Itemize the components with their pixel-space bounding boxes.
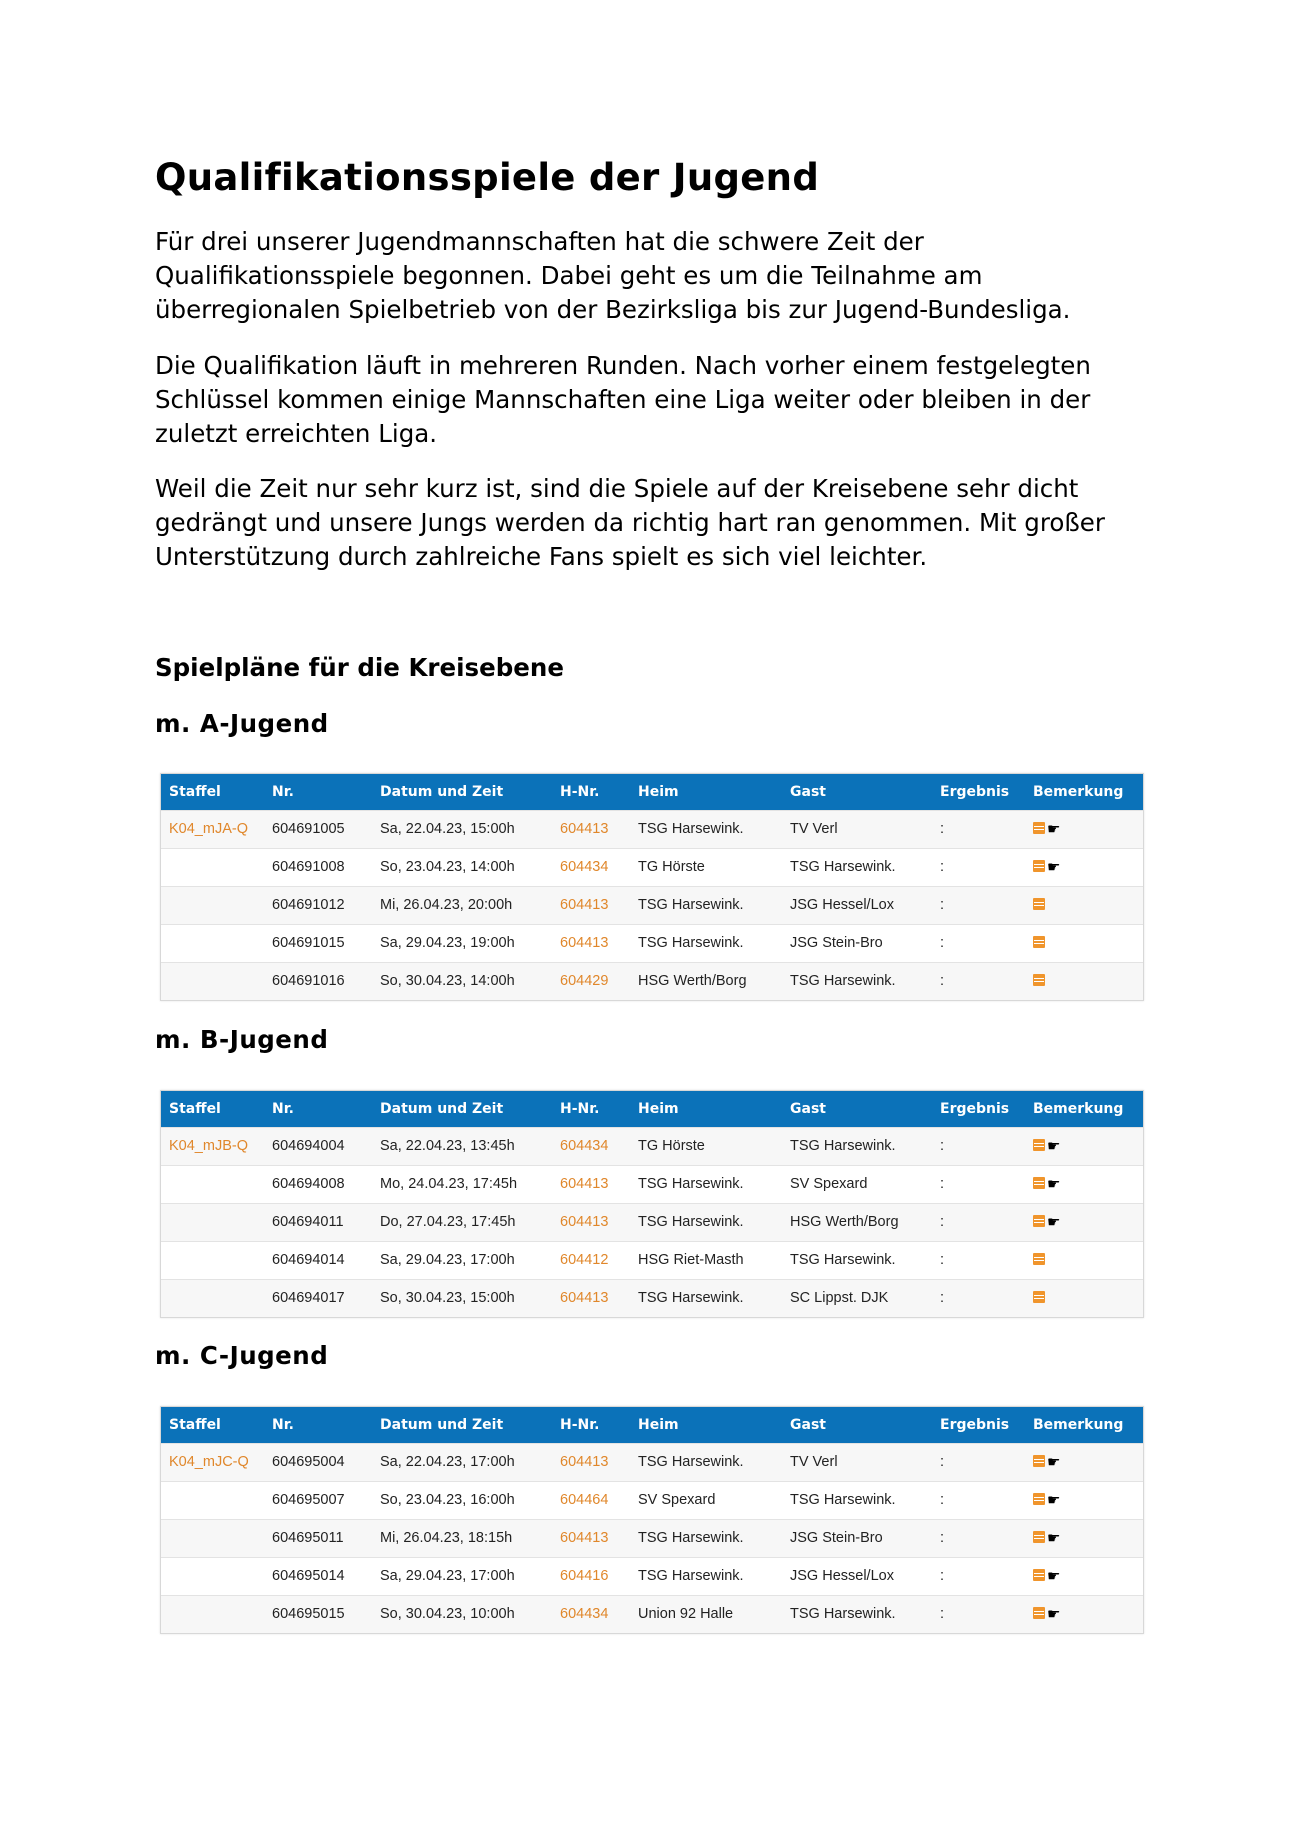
pointing-hand-icon[interactable]: ☛: [1047, 1492, 1061, 1509]
game-number-cell: [264, 1595, 372, 1633]
home-team: TG Hörste: [638, 859, 705, 875]
schedule-table: [161, 1407, 1143, 1633]
home-team-cell: [630, 1203, 782, 1241]
staffel-link[interactable]: K04_mJC-Q: [169, 1454, 249, 1470]
column-header-staffel[interactable]: Staffel: [169, 1100, 221, 1117]
table-row: [161, 1481, 1143, 1519]
guest-team: SC Lippst. DJK: [790, 1290, 889, 1306]
home-team-cell: [630, 1481, 782, 1519]
guest-team: JSG Stein-Bro: [790, 935, 883, 951]
game-number-cell: [264, 810, 372, 848]
table-row: [161, 1557, 1143, 1595]
game-number: 604694004: [272, 1138, 345, 1154]
result: :: [940, 1454, 945, 1470]
result-cell: [932, 1557, 1025, 1595]
staffel-link-cell: [161, 1557, 264, 1595]
game-date-cell: [372, 1279, 552, 1317]
game-number: 604691008: [272, 859, 345, 875]
hall-number-link-cell: [552, 1203, 630, 1241]
calendar-icon[interactable]: [1033, 822, 1045, 834]
hall-number-link-cell: [552, 1443, 630, 1481]
remark-cell: [1025, 886, 1143, 924]
result-cell: [932, 1203, 1025, 1241]
home-team-cell: [630, 1557, 782, 1595]
table-header-row: [161, 1407, 1143, 1443]
home-team-cell: [630, 1165, 782, 1203]
pointing-hand-icon[interactable]: ☛: [1047, 1454, 1061, 1471]
home-team: TSG Harsewink.: [638, 821, 744, 837]
table-row: [161, 1595, 1143, 1633]
table-row: [161, 886, 1143, 924]
guest-team-cell: [782, 962, 932, 1000]
game-date: Mo, 24.04.23, 17:45h: [380, 1176, 518, 1192]
remark-cell: [1025, 1127, 1143, 1165]
game-date-cell: [372, 1165, 552, 1203]
game-number: 604695007: [272, 1492, 345, 1508]
table-row: [161, 1279, 1143, 1317]
game-number-cell: [264, 1165, 372, 1203]
guest-team-cell: [782, 924, 932, 962]
staffel-link-cell: [161, 1127, 264, 1165]
game-number-cell: [264, 886, 372, 924]
home-team: HSG Riet-Masth: [638, 1252, 744, 1268]
game-number: 604695014: [272, 1568, 345, 1584]
remark-cell: [1025, 1279, 1143, 1317]
staffel-link-cell: [161, 1241, 264, 1279]
result: :: [940, 1606, 945, 1622]
home-team-cell: [630, 1595, 782, 1633]
hall-number-link-cell: [552, 810, 630, 848]
result-cell: [932, 1481, 1025, 1519]
result-cell: [932, 1279, 1025, 1317]
game-date: So, 30.04.23, 14:00h: [380, 973, 515, 989]
hall-number-link[interactable]: 604434: [560, 1606, 609, 1622]
game-date-cell: [372, 810, 552, 848]
game-number: 604694011: [272, 1214, 344, 1230]
guest-team-cell: [782, 886, 932, 924]
game-date: Sa, 29.04.23, 19:00h: [380, 935, 515, 951]
result: :: [940, 1214, 945, 1230]
guest-team-cell: [782, 1481, 932, 1519]
guest-team: TSG Harsewink.: [790, 973, 896, 989]
home-team-cell: [630, 924, 782, 962]
game-date-cell: [372, 1203, 552, 1241]
game-date: Sa, 22.04.23, 13:45h: [380, 1138, 515, 1154]
schedule-table-b: [160, 1090, 1144, 1318]
game-date-cell: [372, 1127, 552, 1165]
game-date: Do, 27.04.23, 17:45h: [380, 1214, 516, 1230]
game-number-cell: [264, 962, 372, 1000]
table-row: [161, 1127, 1143, 1165]
result: :: [940, 1530, 945, 1546]
staffel-link[interactable]: K04_mJA-Q: [169, 821, 248, 837]
guest-team: TSG Harsewink.: [790, 859, 896, 875]
hall-number-link-cell: [552, 848, 630, 886]
guest-team: TSG Harsewink.: [790, 1138, 896, 1154]
column-header-nr[interactable]: Nr.: [272, 1100, 294, 1117]
hall-number-link[interactable]: 604434: [560, 1138, 609, 1154]
column-header-hnr[interactable]: H-Nr.: [560, 1416, 600, 1433]
guest-team-cell: [782, 1557, 932, 1595]
remark-cell: [1025, 962, 1143, 1000]
table-row: [161, 1203, 1143, 1241]
calendar-icon[interactable]: [1033, 974, 1045, 986]
hall-number-link[interactable]: 604429: [560, 973, 609, 989]
result: :: [940, 1252, 945, 1268]
remark-cell: [1025, 810, 1143, 848]
column-header-staffel[interactable]: Staffel: [169, 1416, 221, 1433]
remark-cell: [1025, 924, 1143, 962]
game-number-cell: [264, 848, 372, 886]
result: :: [940, 821, 945, 837]
game-date: Mi, 26.04.23, 18:15h: [380, 1530, 513, 1546]
home-team-cell: [630, 886, 782, 924]
result-cell: [932, 886, 1025, 924]
staffel-link-cell: [161, 848, 264, 886]
game-number-cell: [264, 1481, 372, 1519]
game-date: Mi, 26.04.23, 20:00h: [380, 897, 513, 913]
home-team-cell: [630, 1241, 782, 1279]
hall-number-link[interactable]: 604413: [560, 1214, 609, 1230]
column-header-ergebnis[interactable]: Ergebnis: [940, 783, 1010, 800]
staffel-link-cell: [161, 1203, 264, 1241]
column-header-heim[interactable]: Heim: [638, 783, 679, 800]
guest-team: TV Verl: [790, 821, 838, 837]
page-title: Qualifikationsspiele der Jugend: [155, 156, 820, 199]
remark-cell: [1025, 1443, 1143, 1481]
result: :: [940, 1568, 945, 1584]
result-cell: [932, 810, 1025, 848]
result-cell: [932, 1241, 1025, 1279]
home-team-cell: [630, 848, 782, 886]
guest-team: JSG Stein-Bro: [790, 1530, 883, 1546]
table-header-row: [161, 774, 1143, 810]
pointing-hand-icon[interactable]: ☛: [1047, 1138, 1061, 1155]
guest-team: JSG Hessel/Lox: [790, 897, 894, 913]
game-date-cell: [372, 962, 552, 1000]
home-team: TG Hörste: [638, 1138, 705, 1154]
calendar-icon[interactable]: [1033, 860, 1045, 872]
game-number-cell: [264, 1203, 372, 1241]
result: :: [940, 859, 945, 875]
column-header-gast[interactable]: Gast: [790, 1416, 826, 1433]
guest-team-cell: [782, 1279, 932, 1317]
hall-number-link-cell: [552, 1165, 630, 1203]
game-date: Sa, 22.04.23, 17:00h: [380, 1454, 515, 1470]
result: :: [940, 1492, 945, 1508]
game-number-cell: [264, 1127, 372, 1165]
column-header-bemerkung[interactable]: Bemerkung: [1033, 783, 1124, 800]
calendar-icon[interactable]: [1033, 1493, 1045, 1505]
game-date: Sa, 29.04.23, 17:00h: [380, 1252, 515, 1268]
staffel-link-cell: [161, 1481, 264, 1519]
calendar-icon[interactable]: [1033, 1139, 1045, 1151]
game-number: 604691012: [272, 897, 345, 913]
schedule-table-a: [160, 773, 1144, 1001]
hall-number-link[interactable]: 604464: [560, 1492, 609, 1508]
guest-team-cell: [782, 810, 932, 848]
calendar-icon[interactable]: [1033, 1253, 1045, 1265]
guest-team-cell: [782, 1203, 932, 1241]
home-team-cell: [630, 1279, 782, 1317]
column-header-nr[interactable]: Nr.: [272, 1416, 294, 1433]
game-number: 604695004: [272, 1454, 345, 1470]
pointing-hand-icon[interactable]: ☛: [1047, 1606, 1061, 1623]
schedule-table: [161, 1091, 1143, 1317]
result-cell: [932, 962, 1025, 1000]
result-cell: [932, 848, 1025, 886]
hall-number-link[interactable]: 604413: [560, 1176, 609, 1192]
staffel-link-cell: [161, 962, 264, 1000]
table-row: [161, 962, 1143, 1000]
staffel-link-cell: [161, 1165, 264, 1203]
pointing-hand-icon[interactable]: ☛: [1047, 859, 1061, 876]
column-header-gast[interactable]: Gast: [790, 1100, 826, 1117]
staffel-link-cell: [161, 924, 264, 962]
column-header-bemerkung[interactable]: Bemerkung: [1033, 1416, 1124, 1433]
staffel-link-cell: [161, 810, 264, 848]
game-number: 604691005: [272, 821, 345, 837]
team-heading-b: m. B-Jugend: [155, 1025, 329, 1054]
game-date-cell: [372, 848, 552, 886]
home-team: Union 92 Halle: [638, 1606, 734, 1622]
guest-team: TSG Harsewink.: [790, 1492, 896, 1508]
result: :: [940, 897, 945, 913]
calendar-icon[interactable]: [1033, 1607, 1045, 1619]
game-number-cell: [264, 924, 372, 962]
game-date-cell: [372, 1519, 552, 1557]
game-date: Sa, 22.04.23, 15:00h: [380, 821, 515, 837]
table-header-row: [161, 1091, 1143, 1127]
home-team: TSG Harsewink.: [638, 1568, 744, 1584]
column-header-staffel[interactable]: Staffel: [169, 783, 221, 800]
calendar-icon[interactable]: [1033, 1177, 1045, 1189]
home-team: TSG Harsewink.: [638, 1176, 744, 1192]
calendar-icon[interactable]: [1033, 1455, 1045, 1467]
guest-team-cell: [782, 1241, 932, 1279]
column-header-datum[interactable]: Datum und Zeit: [380, 1416, 504, 1433]
column-header-ergebnis[interactable]: Ergebnis: [940, 1100, 1010, 1117]
game-date-cell: [372, 886, 552, 924]
table-row: [161, 924, 1143, 962]
game-date: So, 30.04.23, 15:00h: [380, 1290, 515, 1306]
guest-team-cell: [782, 1595, 932, 1633]
staffel-link-cell: [161, 1443, 264, 1481]
result-cell: [932, 1127, 1025, 1165]
table-row: [161, 1241, 1143, 1279]
calendar-icon[interactable]: [1033, 936, 1045, 948]
home-team: TSG Harsewink.: [638, 1290, 744, 1306]
remark-cell: [1025, 1481, 1143, 1519]
game-number-cell: [264, 1557, 372, 1595]
game-number: 604694017: [272, 1290, 345, 1306]
game-date-cell: [372, 1443, 552, 1481]
remark-cell: [1025, 1519, 1143, 1557]
column-header-heim[interactable]: Heim: [638, 1100, 679, 1117]
intro-paragraph: Für drei unserer Jugendmannschaften hat die schwere Zeit der Qualifikationsspiele begonnen. Dabei geht es um die Teilnahme am überregionalen Spielbetrieb von der Bezirksliga bis zur Jugend-Bundesliga.: [155, 227, 1071, 324]
column-header-heim[interactable]: Heim: [638, 1416, 679, 1433]
guest-team: TV Verl: [790, 1454, 838, 1470]
calendar-icon[interactable]: [1033, 1569, 1045, 1581]
hall-number-link[interactable]: 604434: [560, 859, 609, 875]
home-team: TSG Harsewink.: [638, 1454, 744, 1470]
guest-team: TSG Harsewink.: [790, 1252, 896, 1268]
guest-team-cell: [782, 1127, 932, 1165]
section-heading: Spielpläne für die Kreisebene: [155, 653, 564, 682]
guest-team: JSG Hessel/Lox: [790, 1568, 894, 1584]
column-header-datum[interactable]: Datum und Zeit: [380, 783, 504, 800]
game-date-cell: [372, 1595, 552, 1633]
game-number-cell: [264, 1519, 372, 1557]
pointing-hand-icon[interactable]: ☛: [1047, 1530, 1061, 1547]
result: :: [940, 1290, 945, 1306]
game-number: 604691015: [272, 935, 345, 951]
pointing-hand-icon[interactable]: ☛: [1047, 1568, 1061, 1585]
team-heading-a: m. A-Jugend: [155, 709, 329, 738]
pointing-hand-icon[interactable]: ☛: [1047, 1176, 1061, 1193]
calendar-icon[interactable]: [1033, 898, 1045, 910]
column-header-gast[interactable]: Gast: [790, 783, 826, 800]
hall-number-link-cell: [552, 1595, 630, 1633]
hall-number-link[interactable]: 604413: [560, 821, 609, 837]
result-cell: [932, 924, 1025, 962]
table-row: [161, 848, 1143, 886]
schedule-table-c: [160, 1406, 1144, 1634]
game-date-cell: [372, 1241, 552, 1279]
home-team-cell: [630, 1127, 782, 1165]
game-date-cell: [372, 924, 552, 962]
result-cell: [932, 1443, 1025, 1481]
pointing-hand-icon[interactable]: ☛: [1047, 1214, 1061, 1231]
result: :: [940, 1176, 945, 1192]
hall-number-link-cell: [552, 1519, 630, 1557]
home-team-cell: [630, 962, 782, 1000]
guest-team: SV Spexard: [790, 1176, 868, 1192]
table-row: [161, 1165, 1143, 1203]
guest-team-cell: [782, 848, 932, 886]
home-team: TSG Harsewink.: [638, 1530, 744, 1546]
hall-number-link[interactable]: 604413: [560, 1530, 609, 1546]
schedule-paragraph: Weil die Zeit nur sehr kurz ist, sind die Spiele auf der Kreisebene sehr dicht gedrängt und unsere Jungs werden da richtig hart ran genommen. Mit großer Unterstützung durch zahlreiche Fans spielt es sich viel leichter.: [155, 474, 1105, 571]
column-header-hnr[interactable]: H-Nr.: [560, 783, 600, 800]
game-number-cell: [264, 1241, 372, 1279]
schedule-table: [161, 774, 1143, 1000]
table-row: [161, 1519, 1143, 1557]
home-team: HSG Werth/Borg: [638, 973, 747, 989]
home-team-cell: [630, 1443, 782, 1481]
game-date: So, 30.04.23, 10:00h: [380, 1606, 515, 1622]
column-header-hnr[interactable]: H-Nr.: [560, 1100, 600, 1117]
column-header-datum[interactable]: Datum und Zeit: [380, 1100, 504, 1117]
result: :: [940, 973, 945, 989]
hall-number-link-cell: [552, 924, 630, 962]
calendar-icon[interactable]: [1033, 1291, 1045, 1303]
table-row: [161, 810, 1143, 848]
hall-number-link[interactable]: 604412: [560, 1252, 609, 1268]
hall-number-link-cell: [552, 1241, 630, 1279]
qualification-paragraph: Die Qualifikation läuft in mehreren Runden. Nach vorher einem festgelegten Schlüssel kommen einige Mannschaften eine Liga weiter oder bleiben in der zuletzt erreichten Liga.: [155, 351, 1091, 448]
game-number: 604694008: [272, 1176, 345, 1192]
game-number: 604694014: [272, 1252, 345, 1268]
pointing-hand-icon[interactable]: ☛: [1047, 821, 1061, 838]
calendar-icon[interactable]: [1033, 1531, 1045, 1543]
game-number: 604695015: [272, 1606, 345, 1622]
table-row: [161, 1443, 1143, 1481]
column-header-nr[interactable]: Nr.: [272, 783, 294, 800]
hall-number-link[interactable]: 604413: [560, 935, 609, 951]
guest-team: HSG Werth/Borg: [790, 1214, 899, 1230]
game-number-cell: [264, 1443, 372, 1481]
remark-cell: [1025, 1595, 1143, 1633]
remark-cell: [1025, 1203, 1143, 1241]
remark-cell: [1025, 1241, 1143, 1279]
result-cell: [932, 1519, 1025, 1557]
home-team-cell: [630, 810, 782, 848]
remark-cell: [1025, 1557, 1143, 1595]
result-cell: [932, 1165, 1025, 1203]
staffel-link[interactable]: K04_mJB-Q: [169, 1138, 248, 1154]
game-date: Sa, 29.04.23, 17:00h: [380, 1568, 515, 1584]
game-date: So, 23.04.23, 16:00h: [380, 1492, 515, 1508]
hall-number-link[interactable]: 604413: [560, 897, 609, 913]
hall-number-link-cell: [552, 886, 630, 924]
home-team: TSG Harsewink.: [638, 1214, 744, 1230]
game-number-cell: [264, 1279, 372, 1317]
game-date-cell: [372, 1557, 552, 1595]
staffel-link-cell: [161, 1595, 264, 1633]
guest-team-cell: [782, 1519, 932, 1557]
result: :: [940, 1138, 945, 1154]
guest-team-cell: [782, 1165, 932, 1203]
hall-number-link-cell: [552, 1127, 630, 1165]
hall-number-link[interactable]: 604413: [560, 1290, 609, 1306]
hall-number-link[interactable]: 604416: [560, 1568, 609, 1584]
staffel-link-cell: [161, 1279, 264, 1317]
game-number: 604691016: [272, 973, 345, 989]
result: :: [940, 935, 945, 951]
guest-team: TSG Harsewink.: [790, 1606, 896, 1622]
hall-number-link-cell: [552, 1279, 630, 1317]
hall-number-link-cell: [552, 1481, 630, 1519]
game-number: 604695011: [272, 1530, 344, 1546]
home-team: SV Spexard: [638, 1492, 716, 1508]
column-header-bemerkung[interactable]: Bemerkung: [1033, 1100, 1124, 1117]
game-date-cell: [372, 1481, 552, 1519]
home-team-cell: [630, 1519, 782, 1557]
hall-number-link-cell: [552, 1557, 630, 1595]
home-team: TSG Harsewink.: [638, 897, 744, 913]
remark-cell: [1025, 848, 1143, 886]
staffel-link-cell: [161, 1519, 264, 1557]
team-heading-c: m. C-Jugend: [155, 1341, 329, 1370]
column-header-ergebnis[interactable]: Ergebnis: [940, 1416, 1010, 1433]
remark-cell: [1025, 1165, 1143, 1203]
home-team: TSG Harsewink.: [638, 935, 744, 951]
calendar-icon[interactable]: [1033, 1215, 1045, 1227]
game-date: So, 23.04.23, 14:00h: [380, 859, 515, 875]
staffel-link-cell: [161, 886, 264, 924]
hall-number-link-cell: [552, 962, 630, 1000]
hall-number-link[interactable]: 604413: [560, 1454, 609, 1470]
result-cell: [932, 1595, 1025, 1633]
guest-team-cell: [782, 1443, 932, 1481]
